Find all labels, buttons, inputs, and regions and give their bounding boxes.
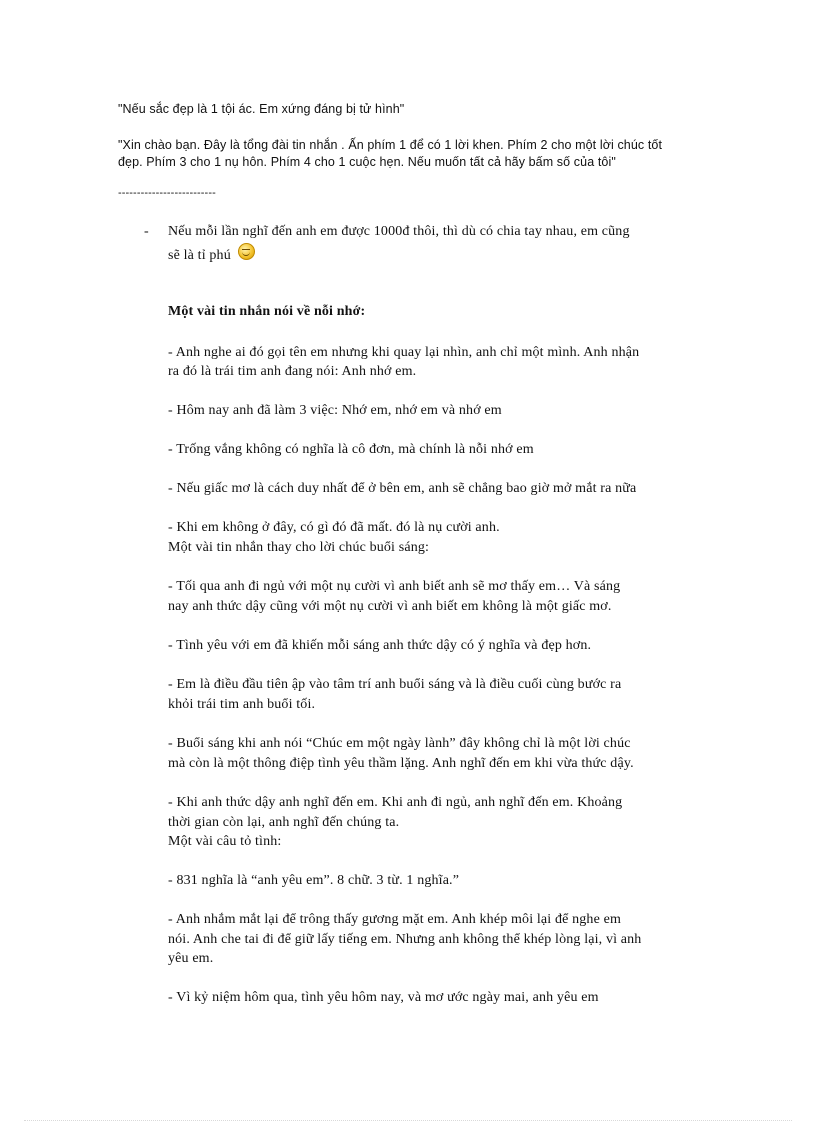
paragraph-line: nói. Anh che tai đi để giữ lấy tiếng em. Nhưng anh không thể khép lòng lại, vì anh [168, 932, 642, 947]
paragraph-line: - Hôm nay anh đã làm 3 việc: Nhớ em, nhớ em và nhớ em [168, 403, 502, 418]
paragraph-line: yêu em. [168, 951, 214, 966]
paragraph-line: nay anh thức dậy cũng với một nụ cười vì anh biết em không là một giấc mơ. [168, 599, 612, 614]
bullet-marker: - [144, 224, 149, 239]
paragraph-line: - Em là điều đầu tiên ập vào tâm trí anh buổi sáng và là điều cuối cùng bước ra [168, 677, 622, 692]
page-bottom-divider [24, 1120, 792, 1121]
paragraph-line: khỏi trái tim anh buổi tối. [168, 697, 316, 712]
paragraph-line: - Anh nhắm mắt lại để trông thấy gương mặt em. Anh khép môi lại để nghe em [168, 912, 622, 927]
paragraph-line: - Trống vắng không có nghĩa là cô đơn, mà chính là nỗi nhớ em [168, 442, 534, 457]
section-heading-morning: Một vài tin nhắn thay cho lời chúc buổi sáng: [168, 540, 430, 555]
paragraph-line: - Anh nghe ai đó gọi tên em nhưng khi quay lại nhìn, anh chỉ một mình. Anh nhận [168, 345, 640, 360]
paragraph-line: - 831 nghĩa là “anh yêu em”. 8 chữ. 3 từ. 1 nghĩa.” [168, 873, 460, 888]
section-heading-confession: Một vài câu tỏ tình: [168, 834, 282, 849]
paragraph-line: mà còn là một thông điệp tình yêu thầm lặng. Anh nghĩ đến em khi vừa thức dậy. [168, 756, 634, 771]
bullet-line1: Nếu mỗi lần nghĩ đến anh em được 1000đ thôi, thì dù có chia tay nhau, em cũng [168, 224, 630, 239]
quote-beauty: "Nếu sắc đẹp là 1 tội ác. Em xứng đáng bị tử hình" [118, 102, 405, 116]
paragraph-line: ra đó là trái tim anh đang nói: Anh nhớ em. [168, 364, 417, 379]
paragraph-line: - Tình yêu với em đã khiến mỗi sáng anh thức dậy có ý nghĩa và đẹp hơn. [168, 638, 592, 653]
paragraph-line: - Khi anh thức dậy anh nghĩ đến em. Khi anh đi ngủ, anh nghĩ đến em. Khoảng [168, 795, 623, 810]
separator: -------------------------- [118, 187, 216, 199]
smiley-icon [238, 243, 255, 260]
section-heading-missing: Một vài tin nhắn nói về nỗi nhớ: [168, 304, 366, 319]
paragraph-line: thời gian còn lại, anh nghĩ đến chúng ta. [168, 815, 400, 830]
quote-hotline-line2: đẹp. Phím 3 cho 1 nụ hôn. Phím 4 cho 1 cuộc hẹn. Nếu muốn tất cả hãy bấm số của tôi" [118, 155, 616, 169]
quote-hotline-line1: "Xin chào bạn. Đây là tổng đài tin nhắn . Ấn phím 1 để có 1 lời khen. Phím 2 cho một lời chúc tốt [118, 138, 663, 152]
paragraph-line: - Khi em không ở đây, có gì đó đã mất. đó là nụ cười anh. [168, 520, 500, 535]
paragraph-line: - Buổi sáng khi anh nói “Chúc em một ngày lành” đây không chỉ là một lời chúc [168, 736, 631, 751]
bullet-line2 [168, 243, 708, 265]
paragraph-line: - Vì kỷ niệm hôm qua, tình yêu hôm nay, và mơ ước ngày mai, anh yêu em [168, 990, 599, 1005]
bullet-line2-text: sẽ là tỉ phú [168, 248, 231, 263]
paragraph-line: - Nếu giấc mơ là cách duy nhất để ở bên em, anh sẽ chẳng bao giờ mở mắt ra nữa [168, 481, 637, 496]
paragraph-line: - Tối qua anh đi ngủ với một nụ cười vì anh biết anh sẽ mơ thấy em… Và sáng [168, 579, 621, 594]
